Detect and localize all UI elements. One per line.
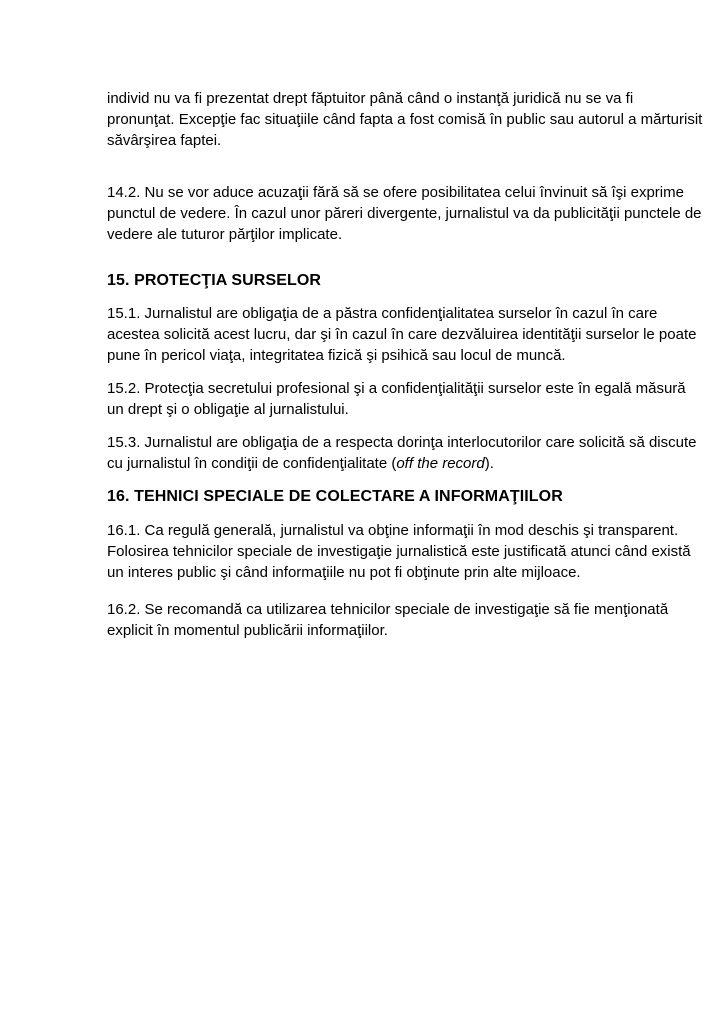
section-heading-16: 16. TEHNICI SPECIALE DE COLECTARE A INFORMAŢIILOR bbox=[107, 488, 563, 505]
document-body bbox=[107, 88, 703, 641]
paragraph-15-3-closing: ). bbox=[484, 455, 494, 472]
paragraph-16-2: 16.2. Se recomandă ca utilizarea tehnicilor speciale de investigaţie să fie menţionată explicit în momentul publicării informaţiilor. bbox=[107, 601, 669, 639]
paragraph-15-3-italic-phrase: off the record bbox=[396, 455, 485, 472]
paragraph-15-3 bbox=[107, 432, 703, 474]
paragraph-16-1: 16.1. Ca regulă generală, jurnalistul va obţine informaţii în mod deschis şi transparent. Folosirea tehnicilor speciale de investigaţie jurnalistică este justificată atunci când există un interes public şi când informaţiile nu pot fi obţinute prin alte mijloace. bbox=[107, 522, 691, 581]
section-heading-15: 15. PROTECŢIA SURSELOR bbox=[107, 272, 322, 289]
paragraph-15-3-text: 15.3. Jurnalistul are obligaţia de a respecta dorinţa interlocutorilor care solicită să discute cu jurnalistul în condiţii de confidenţialitate ( bbox=[107, 434, 697, 472]
paragraph-intro-continuation: individ nu va fi prezentat drept făptuitor până când o instanţă juridică nu se va fi pronunţat. Excepţie fac situaţiile când fapta a fost comisă în public sau autorul a mărturisit săvârşirea faptei. bbox=[107, 90, 703, 149]
paragraph-15-2: 15.2. Protecţia secretului profesional şi a confidenţialităţii surselor este în egală măsură un drept şi o obligaţie al jurnalistului. bbox=[107, 380, 686, 418]
paragraph-15-1: 15.1. Jurnalistul are obligaţia de a păstra confidenţialitatea surselor în cazul în care acestea solicită acest lucru, dar şi în cazul în care dezvăluirea identităţii surselor le poate pune în pericol viaţa, integritatea fizică şi psihică sau locul de muncă. bbox=[107, 305, 697, 364]
paragraph-14-2: 14.2. Nu se vor aduce acuzaţii fără să se ofere posibilitatea celui învinuit să îşi exprime punctul de vedere. În cazul unor păreri divergente, jurnalistul va da publicităţii punctele de vedere ale tuturor părţilor implicate. bbox=[107, 184, 702, 243]
